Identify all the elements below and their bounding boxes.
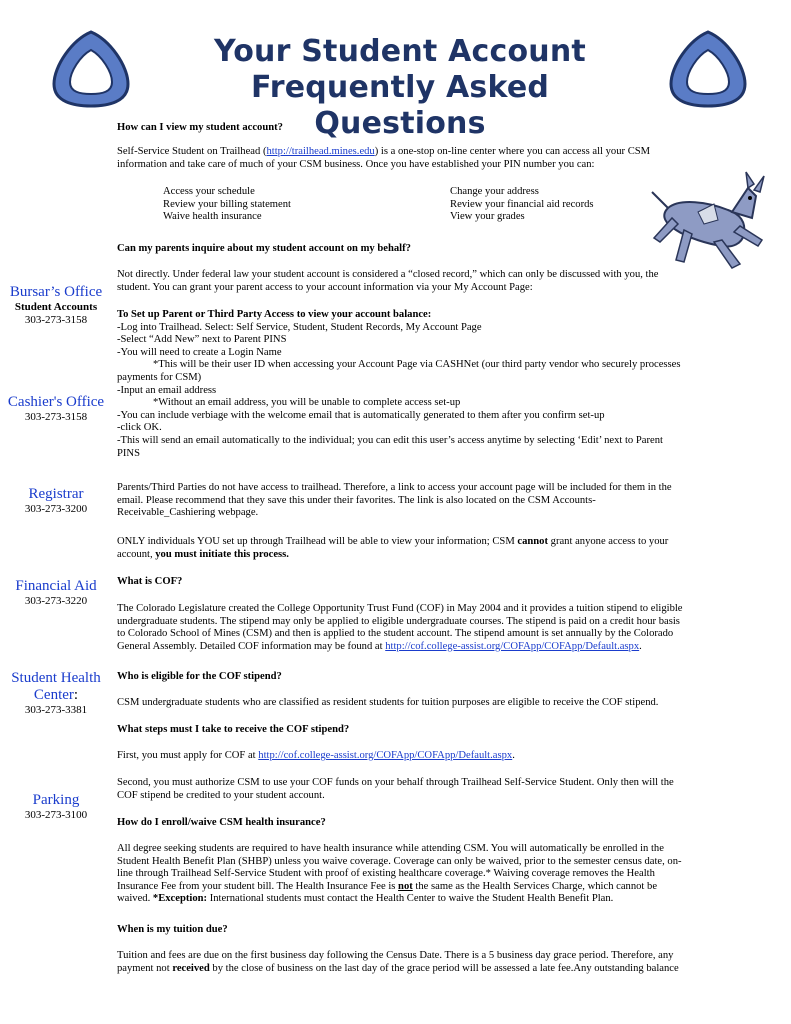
sidebar-financial-aid-phone: 303-273-3220 xyxy=(24,595,88,607)
list-item: Waive health insurance xyxy=(163,211,262,223)
faq5-second-line: COF stipend be credited to your student account. xyxy=(117,789,325,801)
cof-link-2[interactable]: http://cof.college-assist.org/COFApp/COFApp/Default.aspx xyxy=(258,750,513,761)
faq1-text-l2: information and take care of much of your CSM business. Once you have established your PIN number you can: xyxy=(117,158,595,170)
sidebar-parking-link[interactable]: Parking xyxy=(32,792,80,808)
sidebar-financial-aid xyxy=(0,578,112,608)
faq2-text-l1: Not directly. Under federal law your student account is considered a “closed record,” which can only be discussed with you, the xyxy=(117,269,659,280)
faq4-question: Who is eligible for the COF stipend? xyxy=(117,671,282,682)
faq7-paragraph xyxy=(117,950,737,975)
sidebar-parking-phone: 303-273-3100 xyxy=(24,809,88,821)
para4-l2-bold: you must initiate this process. xyxy=(155,548,289,560)
faq5-first-before: First, you must apply for COF at xyxy=(117,750,259,761)
step-line: -Select “Add New” next to Parent PINS xyxy=(117,334,287,346)
para3-line: email. Please recommend that they save this under their favorites. The link is also located on the CSM Accounts- xyxy=(117,494,596,506)
faq2-para3 xyxy=(117,482,737,520)
sidebar-health-link-2-wrap xyxy=(0,687,112,704)
list-item: Access your schedule xyxy=(163,186,255,197)
faq6-question: How do I enroll/waive CSM health insurance? xyxy=(117,817,326,828)
faq2-para4 xyxy=(117,536,737,561)
faq1-paragraph xyxy=(117,146,737,171)
faq3-line: The Colorado Legislature created the College Opportunity Trust Fund (COF) in May 2004 and it provides a tuition stipend to eligible xyxy=(117,603,683,614)
faq3-line: to Colorado School of Mines (CSM) and then is applied to the student account. The stipend amount is set annually by the Colorado xyxy=(117,628,674,640)
faq4-text: CSM undergraduate students who are classified as resident students for tuition purposes are eligible to receive the COF stipend. xyxy=(117,697,659,708)
faq5-first xyxy=(117,750,737,763)
step-line: -Log into Trailhead. Select: Self Service, Student, Student Records, My Account Page xyxy=(117,321,482,333)
faq3-paragraph xyxy=(117,603,737,653)
list-item: Review your financial aid records xyxy=(450,198,594,210)
list-item: Review your billing statement xyxy=(163,198,291,210)
sidebar-health-link-2[interactable]: Center xyxy=(33,687,74,703)
sidebar-bursar-sub: Student Accounts xyxy=(14,301,98,313)
faq6-line: All degree seeking students are required to have health insurance while attending CSM. You will automatically be enrolled in the xyxy=(117,843,664,854)
faq1-list-left xyxy=(163,186,291,224)
step-line: -You will need to create a Login Name xyxy=(117,346,282,358)
faq6-l4-bold: not xyxy=(398,880,413,892)
sidebar-bursar-link[interactable]: Bursar’s Office xyxy=(9,284,103,300)
faq6-l4-b: the same as the Health Services Charge, which cannot be xyxy=(412,880,658,892)
sidebar-parking xyxy=(0,792,112,822)
sidebar-health-phone: 303-273-3381 xyxy=(24,704,88,716)
sidebar-registrar-link[interactable]: Registrar xyxy=(28,486,84,502)
faq7-l2-a: payment not xyxy=(117,962,173,974)
trailhead-link[interactable]: http://trailhead.mines.edu xyxy=(266,146,375,157)
faq2-text-l2: student. You can grant your parent access to your account information via your My Account Page: xyxy=(117,281,533,293)
cof-link[interactable]: http://cof.college-assist.org/COFApp/COFApp/Default.aspx xyxy=(385,640,640,652)
title-line-1: Your Student Account xyxy=(214,34,586,69)
sidebar-bursar-phone: 303-273-3158 xyxy=(24,314,88,326)
step-line: payments for CSM) xyxy=(117,371,202,383)
faq3-last-before: General Assembly. Detailed COF information may be found at xyxy=(117,640,386,652)
para3-line: Receivable_Cashiering webpage. xyxy=(117,507,259,519)
sidebar-registrar-phone: 303-273-3200 xyxy=(24,503,88,515)
list-item: Change your address xyxy=(450,186,539,197)
sidebar-bursar xyxy=(0,284,112,327)
faq5-first-after: . xyxy=(512,750,515,761)
faq7-question: When is my tuition due? xyxy=(117,924,228,935)
faq1-question: How can I view my student account? xyxy=(117,122,283,133)
sidebar-health-center xyxy=(0,670,112,717)
faq3-last-after: . xyxy=(639,640,642,652)
faq7-l1: Tuition and fees are due on the first business day following the Census Date. There is a 5 business day grace period. Therefore, any xyxy=(117,950,674,961)
faq2-steps xyxy=(117,309,737,460)
sidebar-cashier-link[interactable]: Cashier's Office xyxy=(7,394,105,410)
faq3-line: undergraduate students. The stipend may only be applied to eligible undergraduate courses. The stipend is paid on a credit hour basis xyxy=(117,615,680,627)
school-logo-right-icon xyxy=(665,26,751,112)
faq1-text-before: Self-Service Student on Trailhead ( xyxy=(117,146,267,157)
faq2-question: Can my parents inquire about my student account on my behalf? xyxy=(117,243,411,254)
para4-l2-a: account, xyxy=(117,548,156,560)
sidebar-health-link-1[interactable]: Student Health xyxy=(11,670,101,686)
faq6-l5-bold: *Exception: xyxy=(152,893,208,905)
sidebar-cashier xyxy=(0,394,112,424)
step-line: *Without an email address, you will be unable to complete access set-up xyxy=(153,397,461,409)
faq2-paragraph xyxy=(117,269,737,294)
step-line: -click OK. xyxy=(117,422,162,434)
faq3-question: What is COF? xyxy=(117,576,183,587)
faq5-second-line: Second, you must authorize CSM to use your COF funds on your behalf through Trailhead Self-Service Student. Only then will the xyxy=(117,777,674,788)
step-line: *This will be their user ID when accessing your Account Page via CASHNet (our third party vendor who securely processes xyxy=(153,359,681,371)
para4-text-a: ONLY individuals YOU set up through Trailhead will be able to view your information; CSM xyxy=(117,536,518,547)
sidebar-cashier-phone: 303-273-3158 xyxy=(24,411,88,423)
para3-line: Parents/Third Parties do not have access to trailhead. Therefore, a link to access your account page will be included for them in the xyxy=(117,482,672,493)
faq6-paragraph xyxy=(117,843,737,906)
faq2-setup-heading: To Set up Parent or Third Party Access to view your account balance: xyxy=(117,309,432,320)
faq7-l2-b: by the close of business on the last day of the grace period will be assessed a late fee.Any outstanding balance xyxy=(209,962,679,974)
step-line: PINS xyxy=(117,447,140,459)
faq6-line: line through Trailhead Self-Service Student with proof of existing healthcare coverage.* Waiving coverage removes the Health xyxy=(117,868,655,880)
sidebar-health-colon: : xyxy=(73,687,79,703)
faq6-l5-a: waived. xyxy=(117,893,153,905)
faq1-text-after: ) is a one-stop on-line center where you can access all your CSM xyxy=(374,146,651,157)
faq6-line: Student Health Benefit Plan (SHBP) unless you waive coverage. Coverage can only be waived, prior to the semester census date, on- xyxy=(117,855,682,867)
faq7-l2-bold: received xyxy=(172,962,210,974)
title-line-2: Frequently Asked Questions xyxy=(250,70,550,141)
faq5-second xyxy=(117,777,737,802)
donkey-mascot-icon xyxy=(648,168,776,280)
step-line: -This will send an email automatically to the individual; you can edit this user’s access anytime by selecting ‘Edit’ next to Parent xyxy=(117,434,663,446)
para4-text-b: grant anyone access to your xyxy=(548,536,669,547)
step-line: -Input an email address xyxy=(117,384,217,396)
list-item: View your grades xyxy=(450,211,525,223)
school-logo-left-icon xyxy=(48,26,134,112)
faq5-question: What steps must I take to receive the COF stipend? xyxy=(117,724,350,735)
faq6-l4-a: Insurance Fee from your student bill. The Health Insurance Fee is xyxy=(117,880,399,892)
step-line: -You can include verbiage with the welcome email that is automatically generated to them after you confirm set-up xyxy=(117,409,605,421)
sidebar-financial-aid-link[interactable]: Financial Aid xyxy=(15,578,97,594)
faq1-list-right xyxy=(450,186,594,224)
faq6-l5-b: International students must contact the Health Center to waive the Student Health Benefit Plan. xyxy=(207,893,614,905)
sidebar-registrar xyxy=(0,486,112,516)
para4-bold: cannot xyxy=(517,536,548,547)
